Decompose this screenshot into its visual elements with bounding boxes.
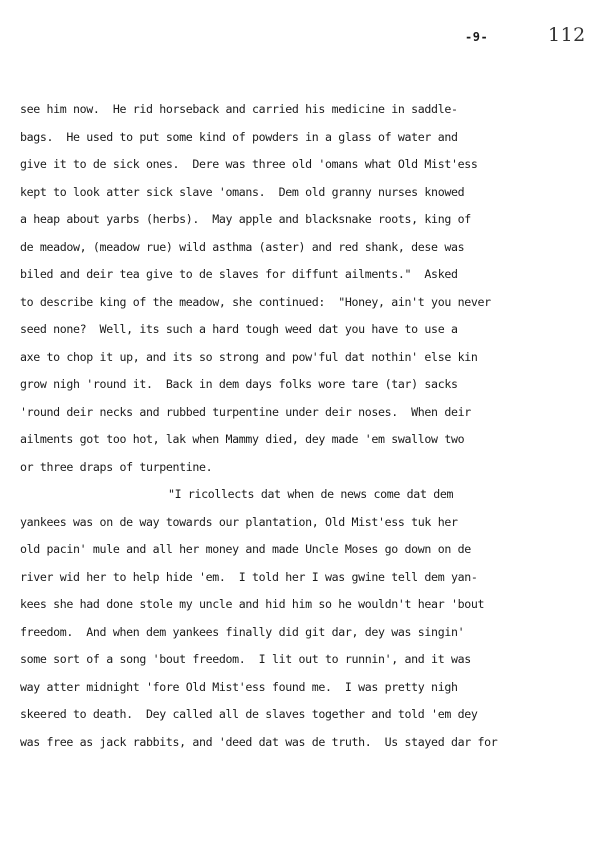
text-line: river wid her to help hide 'em. I told her I was gwine tell dem yan- <box>20 569 478 584</box>
text-line: was free as jack rabbits, and 'deed dat was de truth. Us stayed dar for <box>20 734 498 749</box>
text-line: kept to look atter sick slave 'omans. Dem old granny nurses knowed <box>20 184 465 199</box>
text-line: "I ricollects dat when de news come dat dem <box>168 487 454 501</box>
text-line: yankees was on de way towards our plantation, Old Mist'ess tuk her <box>20 514 458 529</box>
page-number: -9- <box>465 30 489 44</box>
text-line: freedom. And when dem yankees finally did git dar, dey was singin' <box>20 624 465 639</box>
text-line: biled and deir tea give to de slaves for diffunt ailments." Asked <box>20 267 458 281</box>
text-line: grow nigh 'round it. Back in dem days folks wore tare (tar) sacks <box>20 377 458 391</box>
text-line: ailments got too hot, lak when Mammy died, dey made 'em swallow two <box>20 432 465 446</box>
text-line: skeered to death. Dey called all de slaves together and told 'em dey <box>20 707 478 721</box>
text-line: de meadow, (meadow rue) wild asthma (aster) and red shank, dese was <box>20 239 465 254</box>
text-line: way atter midnight 'fore Old Mist'ess found me. I was pretty nigh <box>20 679 458 694</box>
text-line: axe to chop it up, and its so strong and pow'ful dat nothin' else kin <box>20 349 478 364</box>
text-line: give it to de sick ones. Dere was three old 'omans what Old Mist'ess <box>20 157 478 171</box>
text-line: 'round deir necks and rubbed turpentine under deir noses. When deir <box>20 404 471 419</box>
text-line: seed none? Well, its such a hard tough weed dat you have to use a <box>20 322 458 336</box>
text-line: bags. He used to put some kind of powders in a glass of water and <box>20 129 458 144</box>
text-line: see him now. He rid horseback and carried his medicine in saddle- <box>20 102 458 116</box>
text-line: kees she had done stole my uncle and hid him so he wouldn't hear 'bout <box>20 597 485 611</box>
text-line: some sort of a song 'bout freedom. I lit out to runnin', and it was <box>20 652 471 666</box>
text-line: to describe king of the meadow, she continued: "Honey, ain't you never <box>20 294 491 309</box>
text-line: a heap about yarbs (herbs). May apple and blacksnake roots, king of <box>20 212 471 226</box>
text-line: or three draps of turpentine. <box>20 459 213 474</box>
archive-number: 112 <box>548 24 586 46</box>
text-line: old pacin' mule and all her money and made Uncle Moses go down on de <box>20 542 471 556</box>
body-text <box>20 96 592 756</box>
